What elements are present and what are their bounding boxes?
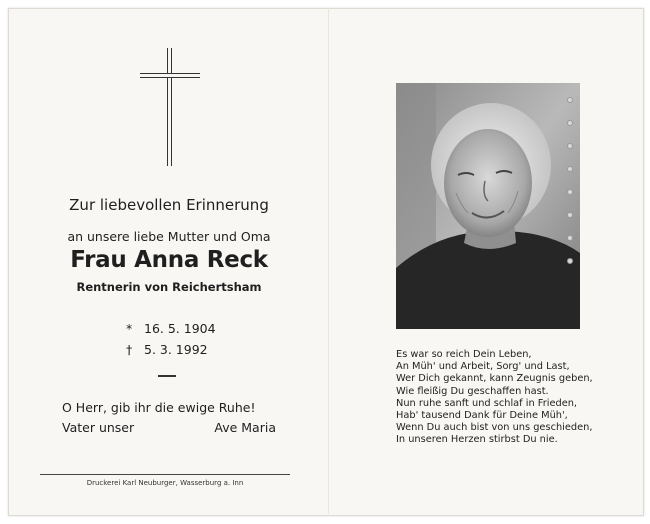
poem-line: Wer Dich gekannt, kann Zeugnis geben,: [396, 373, 593, 385]
punch-hole: [567, 258, 573, 264]
printer-credit: Druckerei Karl Neuburger, Wasserburg a. Inn: [86, 479, 244, 487]
punch-hole: [567, 212, 573, 218]
poem-line: Wenn Du auch bist von uns geschieden,: [396, 422, 593, 434]
poem-line: In unseren Herzen stirbst Du nie.: [396, 434, 558, 446]
punch-hole: [567, 189, 573, 195]
heading: Zur liebevollen Erinnerung: [69, 196, 269, 214]
divider-dash: [158, 375, 176, 377]
punch-hole: [567, 97, 573, 103]
poem-line: An Müh' und Arbeit, Sorg' und Last,: [396, 361, 570, 373]
poem-line: Wie fleißig Du geschaffen hast.: [396, 385, 549, 397]
intro-line: an unsere liebe Mutter und Oma: [67, 229, 271, 244]
card-fold: [328, 8, 329, 514]
portrait-photo: [396, 83, 580, 329]
poem: [396, 349, 636, 447]
punch-hole: [567, 166, 573, 172]
punch-hole: [567, 235, 573, 241]
death-date: 5. 3. 1992: [144, 342, 208, 357]
prayer-line: O Herr, gib ihr die ewige Ruhe!: [62, 400, 256, 415]
punch-hole: [567, 143, 573, 149]
punch-hole: [567, 120, 573, 126]
death-date-row: [126, 339, 216, 360]
poem-line: Nun ruhe sanft und schlaf in Frieden,: [396, 397, 578, 409]
prayer-right: Ave Maria: [214, 420, 276, 435]
death-symbol: †: [126, 342, 133, 357]
prayer-block: [62, 400, 276, 435]
footer-rule: [40, 474, 290, 475]
birth-symbol: *: [126, 321, 133, 336]
deceased-description: Rentnerin von Reichertsham: [76, 280, 262, 294]
birth-date-row: [126, 318, 216, 339]
prayer-left: Vater unser: [62, 420, 135, 435]
poem-line: Es war so reich Dein Leben,: [396, 349, 532, 360]
life-dates: [126, 318, 216, 360]
birth-date: 16. 5. 1904: [144, 321, 216, 336]
deceased-name: Frau Anna Reck: [70, 247, 268, 273]
cross-icon: [140, 48, 200, 166]
poem-line: Hab' tausend Dank für Deine Müh',: [396, 410, 568, 422]
